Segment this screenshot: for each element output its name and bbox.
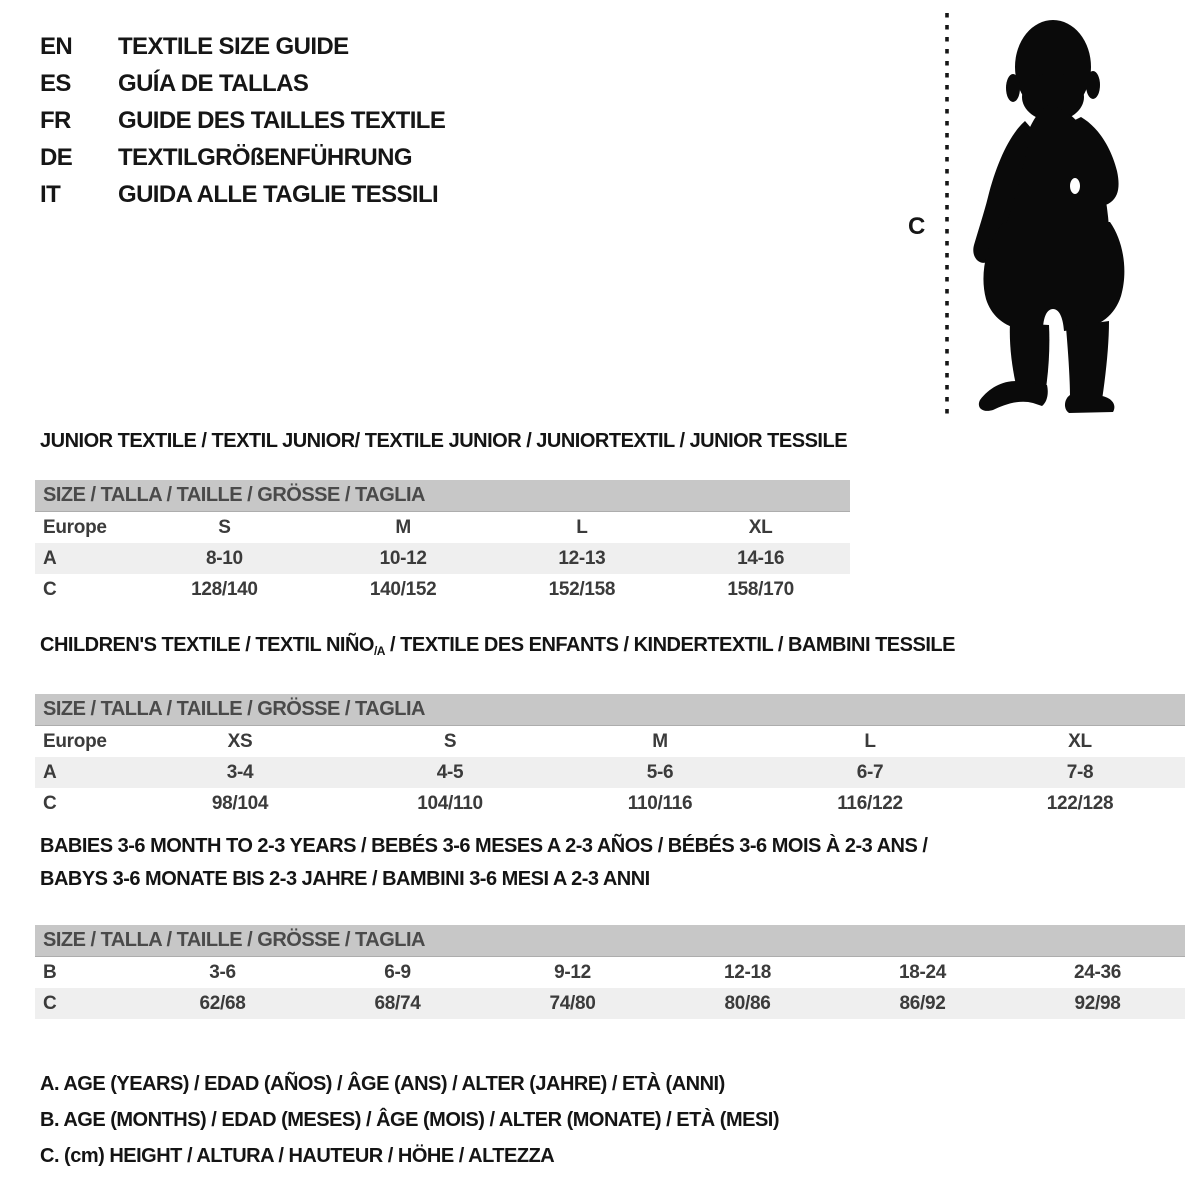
height-cell: 104/110 bbox=[417, 793, 483, 814]
size-cell: M bbox=[395, 517, 411, 538]
row-label: C bbox=[43, 793, 57, 814]
height-cell: 62/68 bbox=[199, 993, 246, 1014]
table-row-age-months bbox=[35, 957, 1185, 988]
age-cell: 14-16 bbox=[737, 548, 785, 569]
row-label: B bbox=[43, 962, 57, 983]
age-cell: 3-4 bbox=[226, 762, 254, 783]
guide-title-fr: GUIDE DES TAILLES TEXTILE bbox=[118, 107, 446, 134]
age-cell: 7-8 bbox=[1066, 762, 1094, 783]
children-title-sub: /A bbox=[373, 644, 385, 658]
toddler-silhouette-icon bbox=[961, 15, 1135, 417]
size-cell: XL bbox=[748, 517, 773, 538]
row-label: C bbox=[43, 579, 57, 600]
legend-line-c: C. (cm) HEIGHT / ALTURA / HAUTEUR / HÖHE / ALTEZZA bbox=[40, 1145, 555, 1167]
age-cell: 24-36 bbox=[1073, 962, 1122, 983]
height-cell: 86/92 bbox=[899, 993, 946, 1014]
size-cell: S bbox=[218, 517, 231, 538]
babies-size-header: SIZE / TALLA / TAILLE / GRÖSSE / TAGLIA bbox=[35, 925, 1185, 957]
babies-title-line1: BABIES 3-6 MONTH TO 2-3 YEARS / BEBÉS 3-6 MESES A 2-3 AÑOS / BÉBÉS 3-6 MOIS À 2-3 ANS / bbox=[40, 835, 928, 857]
legend bbox=[40, 1066, 779, 1174]
age-cell: 3-6 bbox=[209, 962, 236, 983]
size-cell: XS bbox=[227, 731, 253, 752]
babies-title-line2: BABYS 3-6 MONATE BIS 2-3 JAHRE / BAMBINI 3-6 MESI A 2-3 ANNI bbox=[40, 868, 650, 890]
age-cell: 10-12 bbox=[379, 548, 427, 569]
size-cell: XL bbox=[1068, 731, 1092, 752]
children-section-title bbox=[40, 634, 1185, 662]
children-title-prefix: CHILDREN'S TEXTILE / TEXTIL NIÑO bbox=[40, 634, 374, 656]
children-title-suffix: / TEXTILE DES ENFANTS / KINDERTEXTIL / BAMBINI TESSILE bbox=[384, 634, 955, 656]
height-cell: 80/86 bbox=[724, 993, 771, 1014]
height-dashed-line-icon bbox=[944, 13, 950, 417]
size-cell: S bbox=[443, 731, 457, 752]
junior-size-header: SIZE / TALLA / TAILLE / GRÖSSE / TAGLIA bbox=[35, 480, 850, 512]
table-row-europe bbox=[35, 726, 1185, 757]
height-cell: 122/128 bbox=[1046, 793, 1114, 814]
legend-line-b: B. AGE (MONTHS) / EDAD (MESES) / ÂGE (MOIS) / ALTER (MONATE) / ETÀ (MESI) bbox=[40, 1109, 780, 1131]
height-cell: 68/74 bbox=[374, 993, 421, 1014]
row-label: A bbox=[43, 762, 57, 783]
guide-title-es: GUÍA DE TALLAS bbox=[118, 70, 309, 97]
lang-code: ES bbox=[40, 70, 71, 97]
age-cell: 6-7 bbox=[856, 762, 884, 783]
age-cell: 9-12 bbox=[554, 962, 591, 983]
table-row-age bbox=[35, 543, 850, 574]
children-size-header: SIZE / TALLA / TAILLE / GRÖSSE / TAGLIA bbox=[35, 694, 1185, 726]
table-row-europe bbox=[35, 512, 850, 543]
age-cell: 5-6 bbox=[646, 762, 674, 783]
table-row-age bbox=[35, 757, 1185, 788]
row-label: C bbox=[43, 993, 57, 1014]
height-cell: 74/80 bbox=[549, 993, 596, 1014]
size-cell: M bbox=[652, 731, 668, 752]
size-cell: L bbox=[864, 731, 876, 752]
age-cell: 8-10 bbox=[205, 548, 243, 569]
row-label: A bbox=[43, 548, 57, 569]
guide-title-de: TEXTILGRÖßENFÜHRUNG bbox=[118, 144, 412, 171]
babies-section-title bbox=[40, 830, 1185, 896]
table-row-height bbox=[35, 574, 850, 605]
lang-code: DE bbox=[40, 144, 73, 171]
lang-code: FR bbox=[40, 107, 71, 134]
age-cell: 6-9 bbox=[384, 962, 411, 983]
height-cell: 116/122 bbox=[837, 793, 903, 814]
height-cell: 152/158 bbox=[548, 579, 616, 600]
guide-title-en: TEXTILE SIZE GUIDE bbox=[118, 33, 349, 60]
row-label: Europe bbox=[43, 517, 107, 538]
section-babies bbox=[35, 830, 1185, 1019]
section-junior-textile bbox=[35, 430, 850, 605]
height-cell: 140/152 bbox=[369, 579, 437, 600]
height-figure bbox=[0, 0, 1200, 430]
height-cell: 158/170 bbox=[727, 579, 794, 600]
age-cell: 18-24 bbox=[898, 962, 947, 983]
lang-code: EN bbox=[40, 33, 73, 60]
height-cell: 128/140 bbox=[191, 579, 258, 600]
height-cell: 110/116 bbox=[627, 793, 693, 814]
height-measure-label: C bbox=[908, 213, 926, 240]
section-children-textile bbox=[35, 634, 1185, 819]
table-row-height bbox=[35, 788, 1185, 819]
legend-line-a: A. AGE (YEARS) / EDAD (AÑOS) / ÂGE (ANS) / ALTER (JAHRE) / ETÀ (ANNI) bbox=[40, 1073, 725, 1095]
age-cell: 12-18 bbox=[723, 962, 772, 983]
lang-code: IT bbox=[40, 181, 61, 208]
age-cell: 12-13 bbox=[558, 548, 606, 569]
junior-section-title: JUNIOR TEXTILE / TEXTIL JUNIOR/ TEXTILE JUNIOR / JUNIORTEXTIL / JUNIOR TESSILE bbox=[40, 430, 848, 452]
height-cell: 92/98 bbox=[1074, 993, 1121, 1014]
size-cell: L bbox=[576, 517, 588, 538]
row-label: Europe bbox=[43, 731, 107, 752]
height-cell: 98/104 bbox=[211, 793, 269, 814]
age-cell: 4-5 bbox=[436, 762, 464, 783]
table-row-height bbox=[35, 988, 1185, 1019]
guide-title-it: GUIDA ALLE TAGLIE TESSILI bbox=[118, 181, 439, 208]
